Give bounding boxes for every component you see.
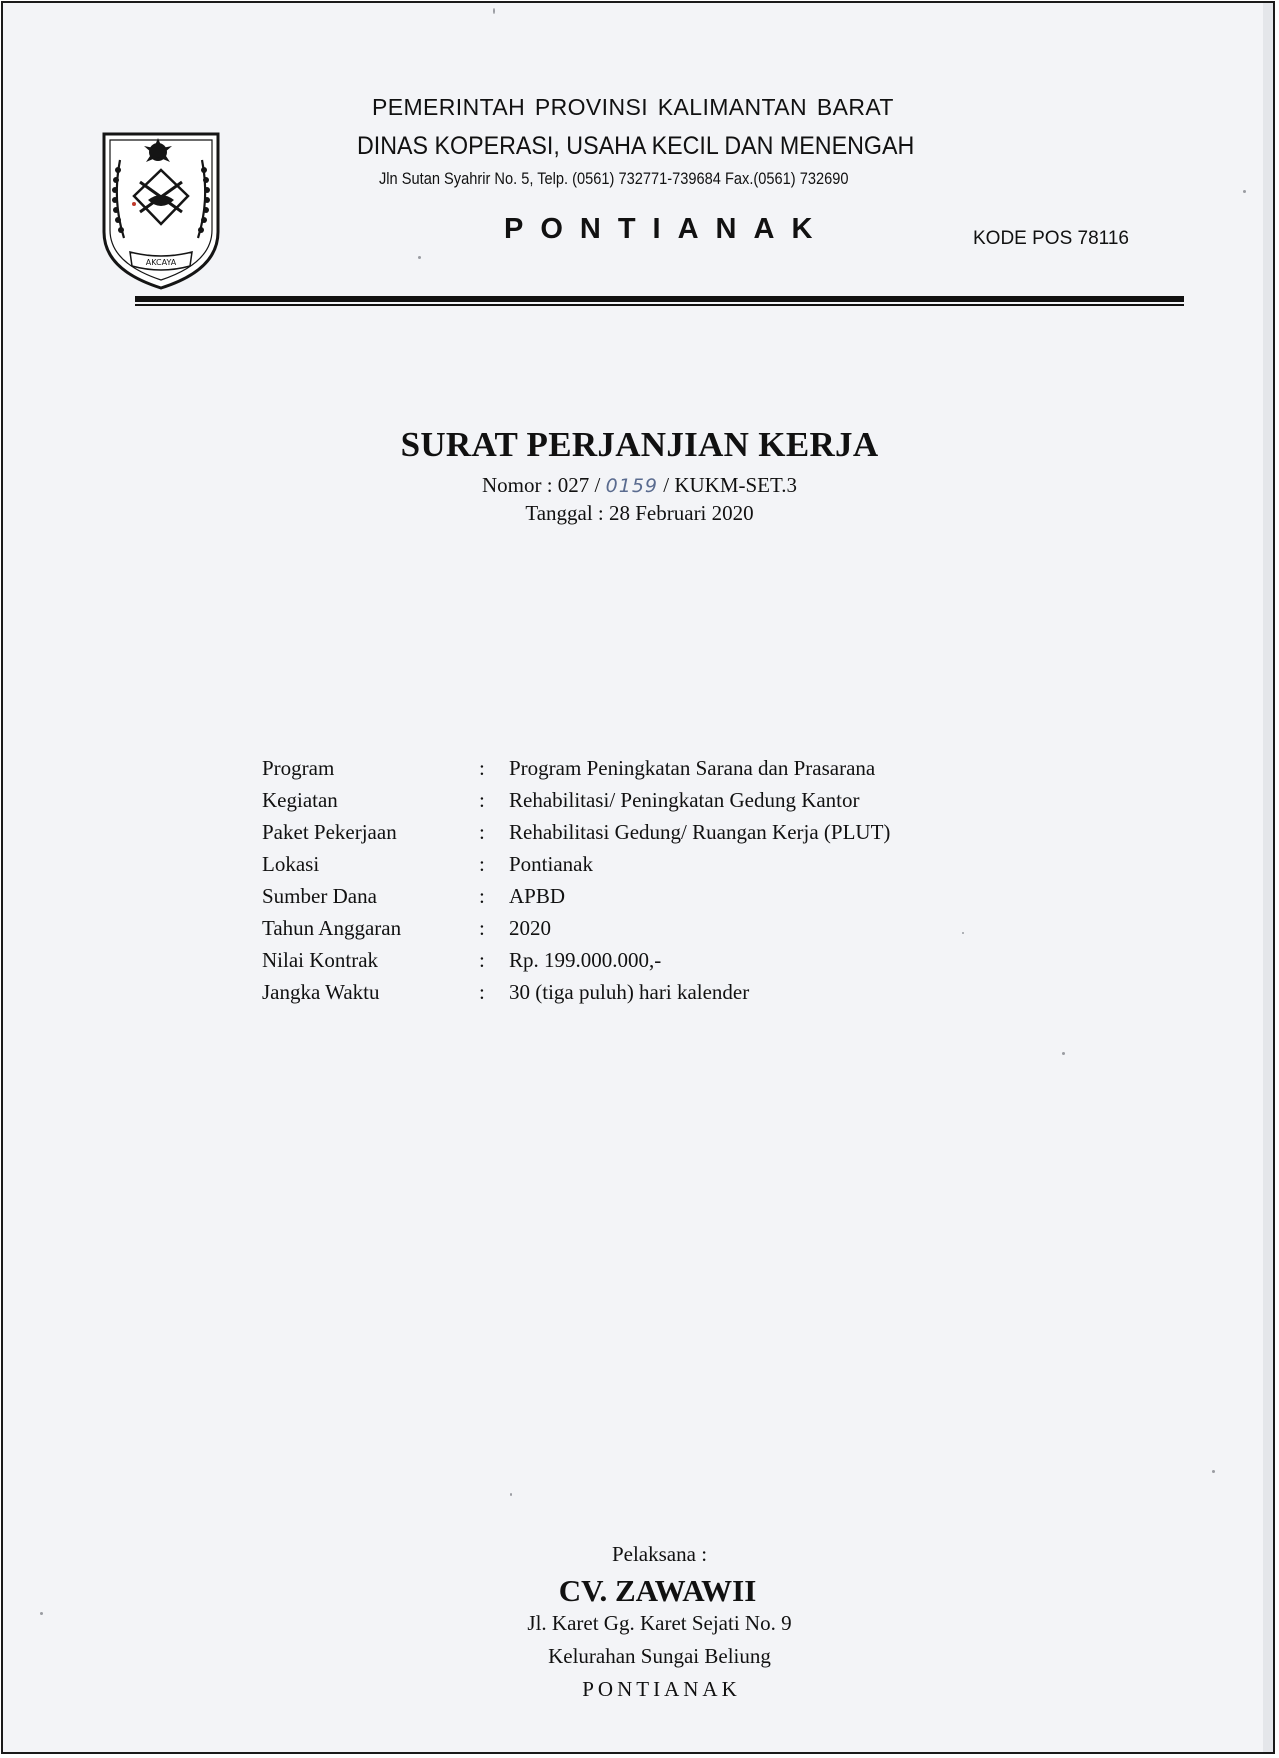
letterhead-government: PEMERINTAH PROVINSI KALIMANTAN BARAT bbox=[372, 94, 894, 120]
detail-label: Sumber Dana bbox=[262, 884, 377, 908]
detail-separator: : bbox=[479, 756, 485, 780]
scan-speck bbox=[962, 932, 964, 934]
detail-value: 2020 bbox=[509, 916, 551, 940]
detail-label: Tahun Anggaran bbox=[262, 916, 402, 940]
detail-value: Pontianak bbox=[509, 852, 593, 876]
document-number-handwritten: 0159 bbox=[605, 475, 658, 497]
letterhead-divider-thick bbox=[135, 296, 1184, 302]
detail-value: Rehabilitasi/ Peningkatan Gedung Kantor bbox=[509, 788, 860, 812]
scan-speck bbox=[1062, 1052, 1065, 1055]
detail-separator: : bbox=[479, 980, 485, 1004]
detail-separator: : bbox=[479, 788, 485, 812]
detail-separator: : bbox=[479, 948, 485, 972]
detail-value: 30 (tiga puluh) hari kalender bbox=[509, 980, 750, 1004]
detail-separator: : bbox=[479, 916, 485, 940]
scan-speck bbox=[40, 1612, 43, 1615]
document-number-prefix: Nomor : 027 / bbox=[481, 473, 606, 497]
scan-speck bbox=[493, 8, 495, 14]
detail-label: Paket Pekerjaan bbox=[262, 820, 397, 844]
detail-separator: : bbox=[479, 884, 485, 908]
document-number-suffix: / KUKM-SET.3 bbox=[658, 473, 798, 497]
detail-label: Lokasi bbox=[262, 852, 320, 876]
document-title: SURAT PERJANJIAN KERJA bbox=[400, 425, 879, 464]
scan-speck bbox=[1212, 1470, 1215, 1473]
document-number bbox=[0, 473, 1279, 498]
detail-value: Rp. 199.000.000,- bbox=[509, 948, 662, 972]
detail-separator: : bbox=[479, 820, 485, 844]
letterhead-divider-thin bbox=[135, 304, 1184, 306]
contractor-kelurahan: Kelurahan Sungai Beliung bbox=[548, 1644, 771, 1668]
detail-label: Program bbox=[262, 756, 335, 780]
detail-value: Program Peningkatan Sarana dan Prasarana bbox=[509, 756, 876, 780]
letterhead-city: PONTIANAK bbox=[504, 213, 830, 245]
detail-label: Nilai Kontrak bbox=[262, 948, 379, 972]
letterhead-agency: DINAS KOPERASI, USAHA KECIL DAN MENENGAH bbox=[357, 132, 915, 160]
detail-value: Rehabilitasi Gedung/ Ruangan Kerja (PLUT) bbox=[509, 820, 891, 844]
contractor-caption: Pelaksana : bbox=[611, 1542, 708, 1566]
scan-speck bbox=[1243, 190, 1246, 193]
letterhead-address: Jln Sutan Syahrir No. 5, Telp. (0561) 732771-739684 Fax.(0561) 732690 bbox=[379, 169, 849, 188]
emblem-ribbon-text: AKCAYA bbox=[145, 258, 177, 267]
detail-label: Kegiatan bbox=[262, 788, 338, 812]
detail-value: APBD bbox=[509, 884, 566, 908]
scan-speck bbox=[418, 256, 421, 259]
document-date: Tanggal : 28 Februari 2020 bbox=[525, 501, 754, 525]
contractor-address: Jl. Karet Gg. Karet Sejati No. 9 bbox=[527, 1611, 792, 1635]
detail-separator: : bbox=[479, 852, 485, 876]
page-edge-shadow bbox=[1263, 3, 1273, 1752]
contractor-city: PONTIANAK bbox=[582, 1677, 741, 1701]
detail-label: Jangka Waktu bbox=[262, 980, 380, 1004]
provincial-emblem-icon bbox=[96, 120, 226, 292]
letterhead-postal-code: KODE POS 78116 bbox=[973, 228, 1129, 249]
scan-speck bbox=[510, 1493, 512, 1496]
contractor-name: CV. ZAWAWII bbox=[558, 1573, 757, 1608]
